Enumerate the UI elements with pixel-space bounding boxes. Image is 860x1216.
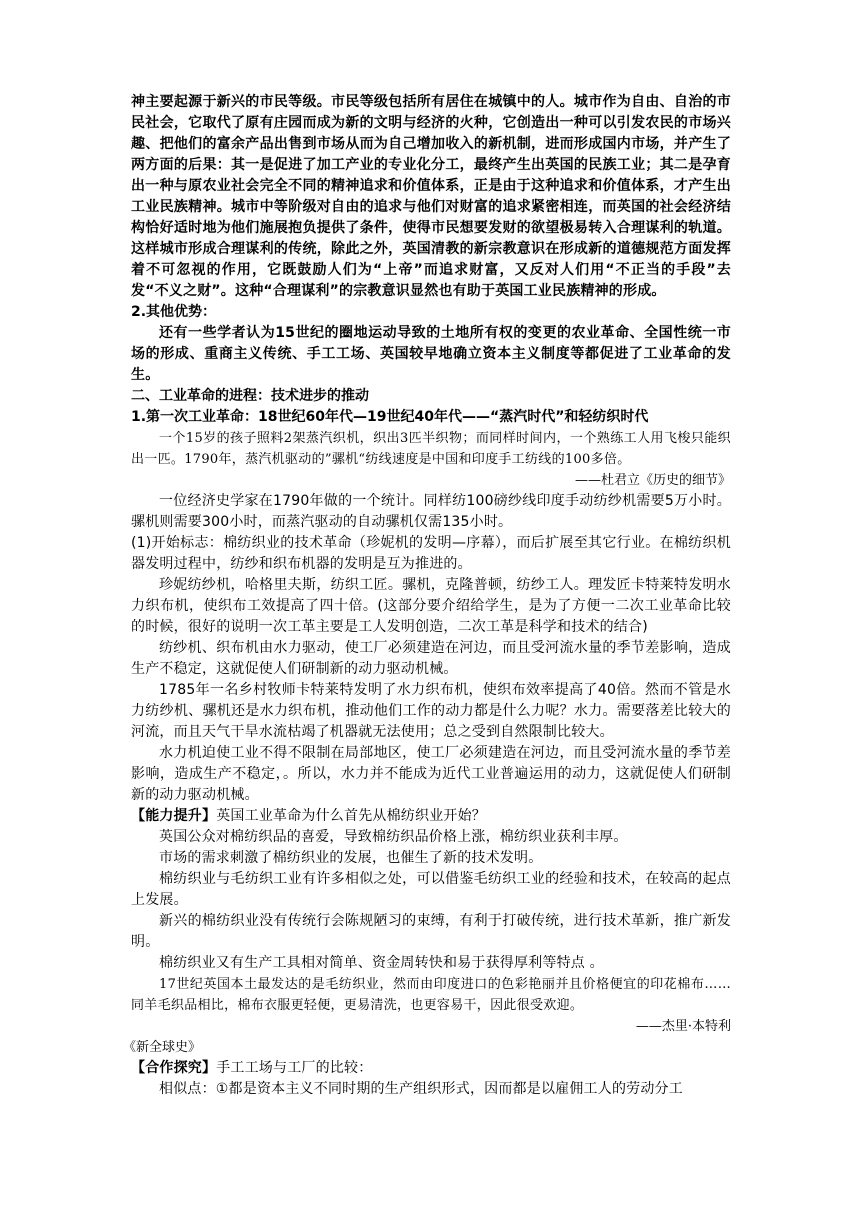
paragraph-wool-similarity: 棉纺织业与毛纺织工业有许多相似之处，可以借鉴毛纺织工业的经验和技术，在较高的起点上发展。 xyxy=(131,871,731,908)
heading-ability-boost xyxy=(131,806,731,827)
paragraph-start-sign: (1)开始标志：棉纺织业的技术革命（珍妮机的发明—序幕），而后扩展至其它行业。在棉纺织机器发明过程中，纺纱和织布机器的发明是互为推进的。 xyxy=(131,535,731,572)
heading-section-two: 二、工业革命的进程：技术进步的推动 xyxy=(131,388,369,404)
quote-source-du-junli: ——杜君立《历史的细节》 xyxy=(574,473,731,488)
quote-source-book: 《新全球史》 xyxy=(123,1040,202,1055)
ability-boost-question: 英国工业革命为什么首先从棉纺织业开始？ xyxy=(216,808,487,824)
quote-calico: 17世纪英国本土最发达的是毛纺织业，然而由印度进口的色彩艳丽并且价格便宜的印花棉布……同羊毛织品相比，棉布衣服更轻便，更易清洗，也更容易干，因此很受欢迎。 xyxy=(131,977,731,1013)
heading-cooperative-inquiry xyxy=(131,1058,731,1079)
paragraph-water-power: 纺纱机、织布机由水力驱动，使工厂必须建造在河边，而且受河流水量的季节差影响，造成生产不稳定，这就促使人们研制新的动力驱动机械。 xyxy=(131,640,731,677)
paragraph-simple-tools: 棉纺织业又有生产工具相对简单、资金周转快和易于获得厚利等特点 。 xyxy=(159,955,604,971)
ability-boost-tag: 【能力提升】 xyxy=(131,808,217,824)
cooperative-inquiry-tag: 【合作探究】 xyxy=(131,1060,217,1076)
paragraph-public-preference: 英国公众对棉纺织品的喜爱，导致棉纺织品价格上涨，棉纺织业获利丰厚。 xyxy=(159,829,628,845)
paragraph-urban-spirit: 神主要起源于新兴的市民等级。市民等级包括所有居住在城镇中的人。城市作为自由、自治的市民社会，它取代了原有庄园而成为新的文明与经济的火种，它创造出一种可以引发农民的市场兴趣、把他们的富余产品出售到市场从而为自己增加收入的新机制，进而形成国内市场，并产生了两方面的后果：其一是促进了加工产业的专业化分工，最终产生出英国的民族工业；其二是孕育出一种与原农业社会完全不同的精神追求和价值体系，正是由于这种追求和价值体系，才产生出工业民族精神。城市中等阶级对自由的追求与他们对财富的追求紧密相连，而英国的社会经济结构恰好适时地为他们施展抱负提供了条件，使得市民想要发财的欲望极易转入合理谋利的轨道。这样城市形成合理谋利的传统，除此之外，英国清教的新宗教意识在形成新的道德规范方面发挥着不可忽视的作用，它既鼓励人们为“上帝”而追求财富，又反对人们用“不正当的手段”去发“不义之财”。这种“合理谋利”的宗教意识显然也有助于英国工业民族精神的形成。 xyxy=(131,94,731,299)
heading-first-industrial-revolution: 1.第一次工业革命：18世纪60年代—19世纪40年代——“蒸汽时代”和轻纺织时代 xyxy=(131,409,649,425)
paragraph-inventors: 珍妮纺纱机，哈格里夫斯，纺织工匠。骡机，克隆普顿，纺纱工人。理发匠卡特莱特发明水力织布机，使织布工效提高了四十倍。(这部分要介绍给学生，是为了方便一二次工业革命比较的时候，很好的说明一次工革主要是工人发明创造，二次工革是科学和技术的结合) xyxy=(131,577,731,635)
document-page xyxy=(123,92,731,1100)
quote-steam-loom: 一个15岁的孩子照料2架蒸汽织机，织出3匹半织物；而同样时间内，一个熟练工人用飞梭只能织出一匹。1790年，蒸汽机驱动的”骡机“纺线速度是中国和印度手工纺线的100多倍。 xyxy=(131,431,731,467)
paragraph-market-demand: 市场的需求刺激了棉纺织业的发展，也催生了新的技术发明。 xyxy=(159,850,543,866)
paragraph-no-guilds: 新兴的棉纺织业没有传统行会陈规陋习的束缚，有利于打破传统，进行技术革新，推广新发明。 xyxy=(131,913,731,950)
paragraph-cartwright: 1785年一名乡村牧师卡特莱特发明了水力织布机，使织布效率提高了40倍。然而不管是水力纺纱机、骡机还是水力织布机，推动他们工作的动力都是什么力呢？水力。需要落差比较大的河流，而且天气干旱水流枯竭了机器就无法使用；总之受到自然限制比较大。 xyxy=(131,682,731,740)
paragraph-other-advantages: 还有一些学者认为15世纪的圈地运动导致的土地所有权的变更的农业革命、全国性统一市场的形成、重商主义传统、手工工场、英国较早地确立资本主义制度等都促进了工业革命的发生。 xyxy=(131,325,731,383)
paragraph-similarities: 相似点：①都是资本主义不同时期的生产组织形式，因而都是以雇佣工人的劳动分工 xyxy=(159,1081,683,1097)
quote-source-bentley: ——杰里·本特利 xyxy=(635,1019,731,1034)
paragraph-water-limits: 水力机迫使工业不得不限制在局部地区，使工厂必须建造在河边，而且受河流水量的季节差影响，造成生产不稳定，。所以，水力并不能成为近代工业普遍运用的动力，这就促使人们研制新的动力驱动机械。 xyxy=(131,745,731,803)
cooperative-inquiry-text: 手工工场与工厂的比较： xyxy=(216,1060,373,1076)
paragraph-1790-statistics: 一位经济史学家在1790年做的一个统计。同样纺100磅纱线印度手动纺纱机需要5万小时。骡机则需要300小时，而蒸汽驱动的自动骡机仅需135小时。 xyxy=(131,493,731,530)
heading-other-advantages: 2.其他优势： xyxy=(131,304,217,320)
